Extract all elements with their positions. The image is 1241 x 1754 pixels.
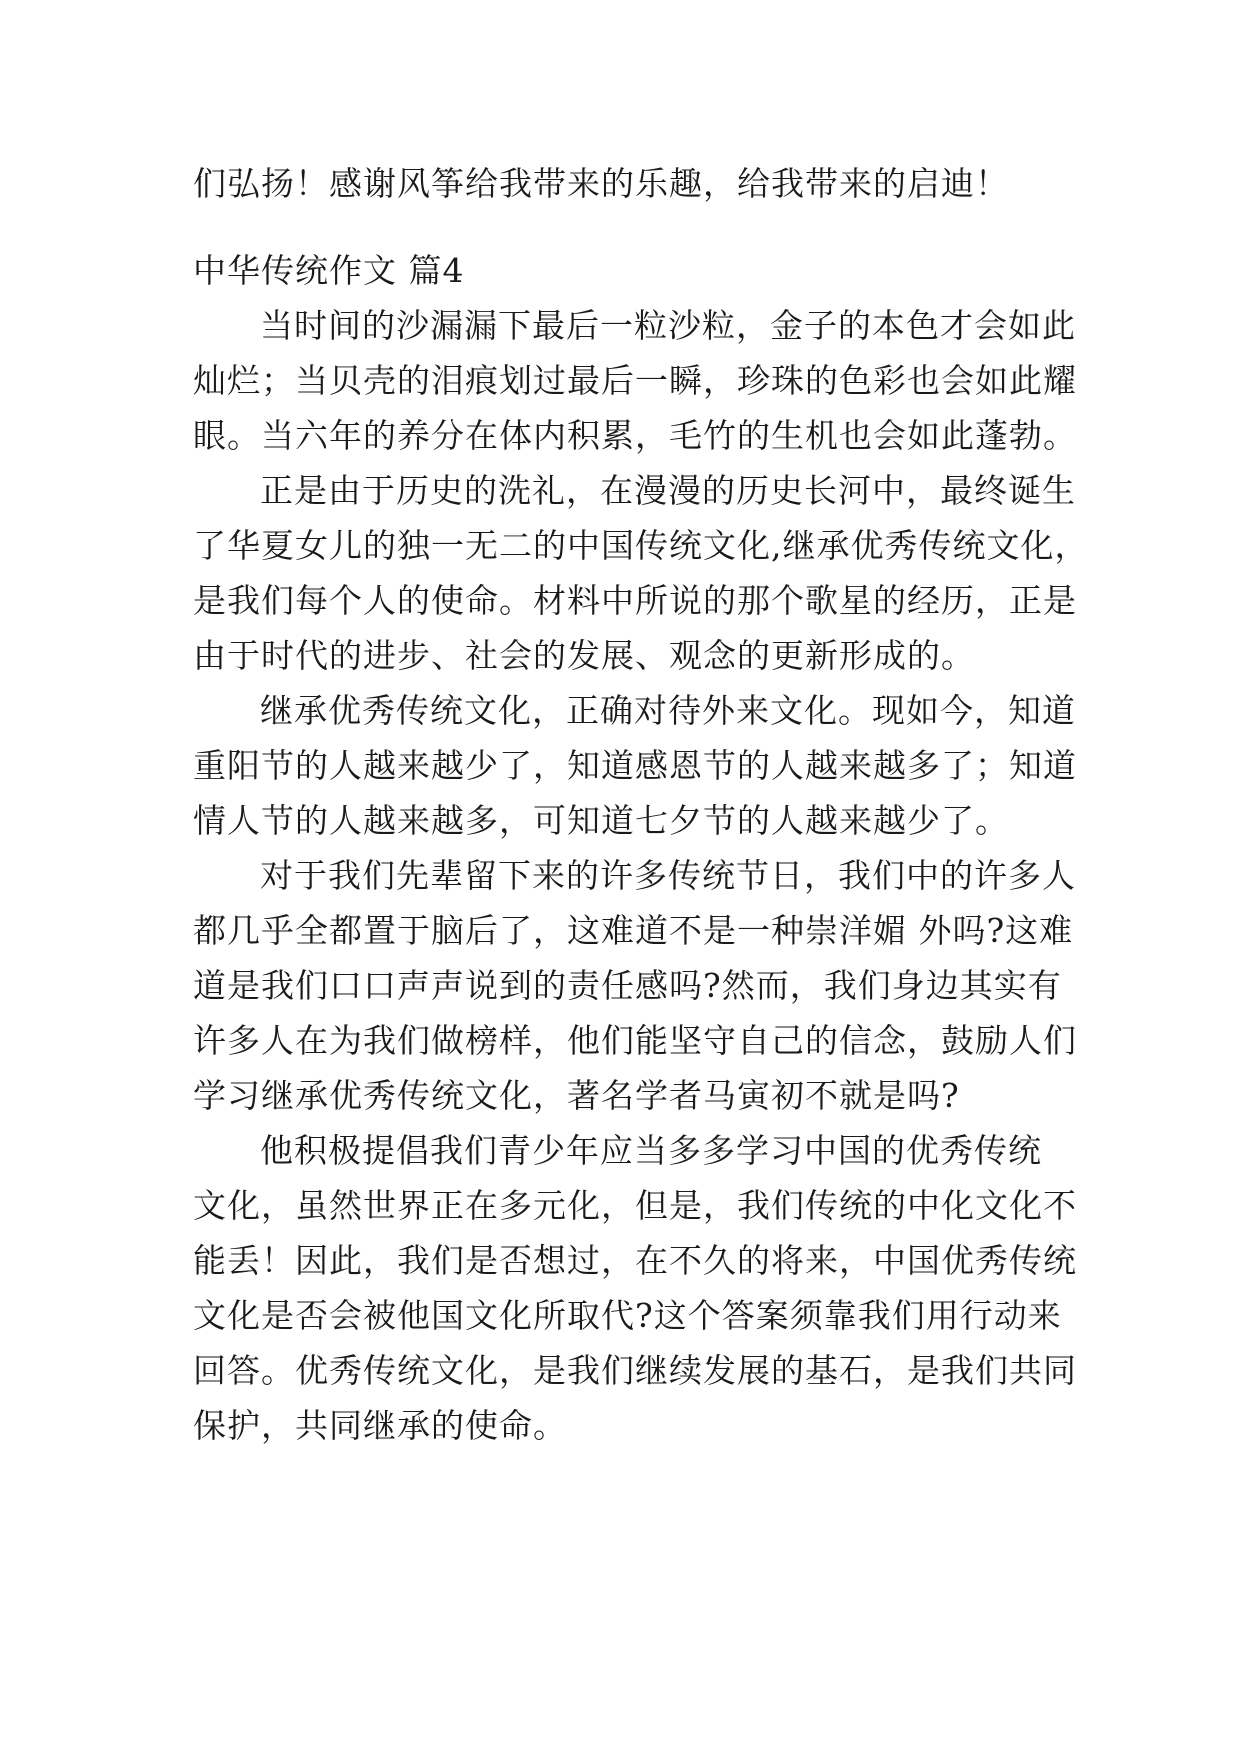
continuation-line: 们弘扬！感谢风筝给我带来的乐趣，给我带来的启迪！ [193, 164, 1009, 203]
paragraph-4-line-4: 许多人在为我们做榜样，他们能坚守自己的信念，鼓励人们 [193, 1021, 1077, 1060]
paragraph-5-line-4: 文化是否会被他国文化所取代?这个答案须靠我们用行动来 [193, 1296, 1062, 1335]
paragraph-5-line-1: 他积极提倡我们青少年应当多多学习中国的优秀传统 [260, 1131, 1042, 1170]
paragraph-5-line-2: 文化，虽然世界正在多元化，但是，我们传统的中化文化不 [193, 1186, 1077, 1225]
paragraph-5-line-6: 保护，共同继承的使命。 [193, 1406, 567, 1445]
paragraph-3-line-2: 重阳节的人越来越少了，知道感恩节的人越来越多了；知道 [193, 746, 1077, 785]
paragraph-2-line-1: 正是由于历史的洗礼，在漫漫的历史长河中，最终诞生 [260, 471, 1076, 510]
paragraph-4-line-3: 道是我们口口声声说到的责任感吗?然而，我们身边其实有 [193, 966, 1062, 1005]
paragraph-4-line-5: 学习继承优秀传统文化，著名学者马寅初不就是吗? [193, 1076, 960, 1115]
paragraph-3-line-1: 继承优秀传统文化，正确对待外来文化。现如今，知道 [260, 691, 1076, 730]
section-title: 中华传统作文 篇4 [193, 251, 465, 290]
paragraph-1-line-1: 当时间的沙漏漏下最后一粒沙粒，金子的本色才会如此 [260, 306, 1076, 345]
paragraph-2-line-4: 由于时代的进步、社会的发展、观念的更新形成的。 [193, 636, 975, 675]
paragraph-1-line-3: 眼。当六年的养分在体内积累，毛竹的生机也会如此蓬勃。 [193, 416, 1077, 455]
paragraph-3-line-3: 情人节的人越来越多，可知道七夕节的人越来越少了。 [193, 801, 1009, 840]
paragraph-5-line-5: 回答。优秀传统文化，是我们继续发展的基石，是我们共同 [193, 1351, 1077, 1390]
paragraph-2-line-2: 了华夏女儿的独一无二的中国传统文化,继承优秀传统文化， [193, 526, 1089, 565]
paragraph-4-line-1: 对于我们先辈留下来的许多传统节日，我们中的许多人 [260, 856, 1076, 895]
paragraph-4-line-2: 都几乎全都置于脑后了，这难道不是一种崇洋媚 外吗?这难 [193, 911, 1074, 950]
paragraph-1-line-2: 灿烂；当贝壳的泪痕划过最后一瞬，珍珠的色彩也会如此耀 [193, 361, 1077, 400]
paragraph-5-line-3: 能丢！因此，我们是否想过，在不久的将来，中国优秀传统 [193, 1241, 1077, 1280]
paragraph-2-line-3: 是我们每个人的使命。材料中所说的那个歌星的经历，正是 [193, 581, 1077, 620]
